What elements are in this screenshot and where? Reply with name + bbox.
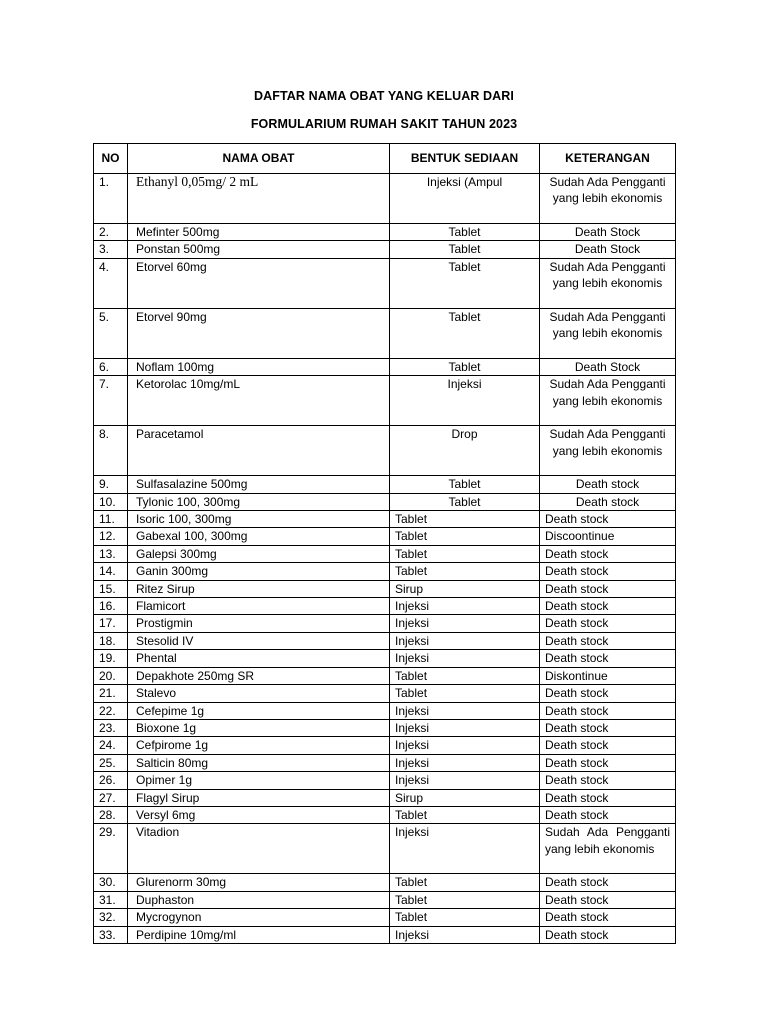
drug-name: Etorvel 90mg bbox=[128, 308, 390, 358]
remarks: Death stock bbox=[540, 493, 676, 510]
drug-name: Ponstan 500mg bbox=[128, 241, 390, 258]
drug-name: Bioxone 1g bbox=[128, 719, 390, 736]
dosage-form: Tablet bbox=[390, 909, 540, 926]
remarks: Death stock bbox=[540, 806, 676, 823]
row-number: 29. bbox=[94, 824, 128, 874]
drug-name: Tylonic 100, 300mg bbox=[128, 493, 390, 510]
row-number: 7. bbox=[94, 376, 128, 426]
dosage-form: Drop bbox=[390, 426, 540, 476]
dosage-form: Tablet bbox=[390, 476, 540, 493]
row-number: 30. bbox=[94, 874, 128, 891]
remarks: Death stock bbox=[540, 909, 676, 926]
remarks: Death stock bbox=[540, 719, 676, 736]
row-number: 8. bbox=[94, 426, 128, 476]
remarks: Death stock bbox=[540, 615, 676, 632]
drug-name: Depakhote 250mg SR bbox=[128, 667, 390, 684]
drug-name: Galepsi 300mg bbox=[128, 545, 390, 562]
row-number: 9. bbox=[94, 476, 128, 493]
dosage-form: Injeksi (Ampul bbox=[390, 174, 540, 224]
table-row bbox=[94, 719, 676, 736]
drug-name: Cefpirome 1g bbox=[128, 737, 390, 754]
drug-name: Glurenorm 30mg bbox=[128, 874, 390, 891]
remarks: Death Stock bbox=[540, 224, 676, 241]
row-number: 33. bbox=[94, 926, 128, 943]
dosage-form: Injeksi bbox=[390, 702, 540, 719]
remarks: Sudah Ada Pengganti yang lebih ekonomis bbox=[540, 258, 676, 308]
table-row bbox=[94, 258, 676, 308]
row-number: 10. bbox=[94, 493, 128, 510]
remarks: Death Stock bbox=[540, 241, 676, 258]
remarks: Death stock bbox=[540, 545, 676, 562]
dosage-form: Tablet bbox=[390, 358, 540, 375]
dosage-form: Injeksi bbox=[390, 772, 540, 789]
dosage-form: Sirup bbox=[390, 789, 540, 806]
drug-name: Vitadion bbox=[128, 824, 390, 874]
document-title-line-2: FORMULARIUM RUMAH SAKIT TAHUN 2023 bbox=[250, 117, 518, 131]
dosage-form: Injeksi bbox=[390, 737, 540, 754]
row-number: 27. bbox=[94, 789, 128, 806]
row-number: 12. bbox=[94, 528, 128, 545]
drug-name: Stesolid IV bbox=[128, 632, 390, 649]
row-number: 17. bbox=[94, 615, 128, 632]
table-row bbox=[94, 737, 676, 754]
table-row bbox=[94, 308, 676, 358]
table-row bbox=[94, 598, 676, 615]
remarks: Diskontinue bbox=[540, 667, 676, 684]
dosage-form: Tablet bbox=[390, 545, 540, 562]
remarks: Death stock bbox=[540, 598, 676, 615]
dosage-form: Injeksi bbox=[390, 719, 540, 736]
table-row bbox=[94, 580, 676, 597]
remarks: Death stock bbox=[540, 476, 676, 493]
table-row bbox=[94, 806, 676, 823]
header-no: NO bbox=[94, 144, 128, 174]
remarks: Death stock bbox=[540, 580, 676, 597]
remarks: Death stock bbox=[540, 789, 676, 806]
dosage-form: Tablet bbox=[390, 224, 540, 241]
row-number: 14. bbox=[94, 563, 128, 580]
remarks: Sudah Ada Pengganti yang lebih ekonomis bbox=[540, 308, 676, 358]
drug-name: Noflam 100mg bbox=[128, 358, 390, 375]
table-row bbox=[94, 702, 676, 719]
table-row bbox=[94, 824, 676, 874]
remarks: Death Stock bbox=[540, 358, 676, 375]
row-number: 5. bbox=[94, 308, 128, 358]
header-dosage-form: BENTUK SEDIAAN bbox=[390, 144, 540, 174]
row-number: 16. bbox=[94, 598, 128, 615]
drug-name: Ritez Sirup bbox=[128, 580, 390, 597]
remarks: Death stock bbox=[540, 737, 676, 754]
table-row bbox=[94, 174, 676, 224]
drug-name: Paracetamol bbox=[128, 426, 390, 476]
drug-name: Sulfasalazine 500mg bbox=[128, 476, 390, 493]
dosage-form: Injeksi bbox=[390, 754, 540, 771]
dosage-form: Tablet bbox=[390, 493, 540, 510]
remarks: Death stock bbox=[540, 650, 676, 667]
remarks: Death stock bbox=[540, 754, 676, 771]
row-number: 11. bbox=[94, 511, 128, 528]
row-number: 31. bbox=[94, 891, 128, 908]
row-number: 21. bbox=[94, 685, 128, 702]
table-row bbox=[94, 909, 676, 926]
dosage-form: Tablet bbox=[390, 891, 540, 908]
remarks: Death stock bbox=[540, 511, 676, 528]
row-number: 2. bbox=[94, 224, 128, 241]
table-row bbox=[94, 241, 676, 258]
table-row bbox=[94, 528, 676, 545]
table-row bbox=[94, 615, 676, 632]
remarks: Death stock bbox=[540, 772, 676, 789]
drug-name: Flamicort bbox=[128, 598, 390, 615]
drug-name: Isoric 100, 300mg bbox=[128, 511, 390, 528]
remarks: Sudah Ada Pengganti yang lebih ekonomis bbox=[540, 376, 676, 426]
table-row bbox=[94, 476, 676, 493]
table-row bbox=[94, 685, 676, 702]
dosage-form: Injeksi bbox=[390, 632, 540, 649]
drug-table bbox=[93, 143, 676, 944]
table-row bbox=[94, 754, 676, 771]
row-number: 4. bbox=[94, 258, 128, 308]
drug-name: Ethanyl 0,05mg/ 2 mL bbox=[128, 174, 390, 224]
table-row bbox=[94, 891, 676, 908]
table-row bbox=[94, 426, 676, 476]
drug-name: Gabexal 100, 300mg bbox=[128, 528, 390, 545]
table-row bbox=[94, 376, 676, 426]
row-number: 6. bbox=[94, 358, 128, 375]
drug-name: Ganin 300mg bbox=[128, 563, 390, 580]
dosage-form: Tablet bbox=[390, 685, 540, 702]
row-number: 22. bbox=[94, 702, 128, 719]
dosage-form: Tablet bbox=[390, 806, 540, 823]
dosage-form: Tablet bbox=[390, 528, 540, 545]
row-number: 20. bbox=[94, 667, 128, 684]
drug-name: Etorvel 60mg bbox=[128, 258, 390, 308]
remarks: Death stock bbox=[540, 702, 676, 719]
drug-name: Cefepime 1g bbox=[128, 702, 390, 719]
row-number: 19. bbox=[94, 650, 128, 667]
drug-name: Flagyl Sirup bbox=[128, 789, 390, 806]
row-number: 18. bbox=[94, 632, 128, 649]
remarks: Sudah Ada Pengganti yang lebih ekonomis bbox=[540, 824, 676, 874]
drug-name: Mycrogynon bbox=[128, 909, 390, 926]
drug-name: Opimer 1g bbox=[128, 772, 390, 789]
row-number: 23. bbox=[94, 719, 128, 736]
table-header-row bbox=[94, 144, 676, 174]
dosage-form: Sirup bbox=[390, 580, 540, 597]
drug-name: Salticin 80mg bbox=[128, 754, 390, 771]
table-row bbox=[94, 926, 676, 943]
drug-name: Mefinter 500mg bbox=[128, 224, 390, 241]
document-title-line-1: DAFTAR NAMA OBAT YANG KELUAR DARI bbox=[253, 89, 514, 103]
remarks: Death stock bbox=[540, 891, 676, 908]
drug-name: Prostigmin bbox=[128, 615, 390, 632]
table-row bbox=[94, 874, 676, 891]
header-drug-name: NAMA OBAT bbox=[128, 144, 390, 174]
table-row bbox=[94, 545, 676, 562]
dosage-form: Tablet bbox=[390, 874, 540, 891]
table-row bbox=[94, 789, 676, 806]
dosage-form: Tablet bbox=[390, 241, 540, 258]
table-row bbox=[94, 511, 676, 528]
remarks: Sudah Ada Pengganti yang lebih ekonomis bbox=[540, 174, 676, 224]
table-row bbox=[94, 358, 676, 375]
table-row bbox=[94, 667, 676, 684]
remarks: Death stock bbox=[540, 874, 676, 891]
header-remarks: KETERANGAN bbox=[540, 144, 676, 174]
dosage-form: Injeksi bbox=[390, 926, 540, 943]
dosage-form: Injeksi bbox=[390, 376, 540, 426]
dosage-form: Injeksi bbox=[390, 650, 540, 667]
dosage-form: Injeksi bbox=[390, 598, 540, 615]
row-number: 26. bbox=[94, 772, 128, 789]
row-number: 32. bbox=[94, 909, 128, 926]
dosage-form: Tablet bbox=[390, 667, 540, 684]
row-number: 15. bbox=[94, 580, 128, 597]
drug-name: Duphaston bbox=[128, 891, 390, 908]
table-body bbox=[94, 174, 676, 944]
table-row bbox=[94, 650, 676, 667]
remarks: Discoontinue bbox=[540, 528, 676, 545]
dosage-form: Tablet bbox=[390, 563, 540, 580]
dosage-form: Tablet bbox=[390, 308, 540, 358]
row-number: 25. bbox=[94, 754, 128, 771]
row-number: 13. bbox=[94, 545, 128, 562]
drug-name: Stalevo bbox=[128, 685, 390, 702]
row-number: 3. bbox=[94, 241, 128, 258]
drug-name: Phental bbox=[128, 650, 390, 667]
dosage-form: Tablet bbox=[390, 511, 540, 528]
remarks: Death stock bbox=[540, 563, 676, 580]
table-row bbox=[94, 563, 676, 580]
row-number: 28. bbox=[94, 806, 128, 823]
dosage-form: Injeksi bbox=[390, 824, 540, 874]
table-row bbox=[94, 493, 676, 510]
dosage-form: Tablet bbox=[390, 258, 540, 308]
remarks: Death stock bbox=[540, 632, 676, 649]
remarks: Death stock bbox=[540, 685, 676, 702]
table-row bbox=[94, 772, 676, 789]
table-row bbox=[94, 632, 676, 649]
remarks: Sudah Ada Pengganti yang lebih ekonomis bbox=[540, 426, 676, 476]
row-number: 1. bbox=[94, 174, 128, 224]
remarks: Death stock bbox=[540, 926, 676, 943]
drug-name: Versyl 6mg bbox=[128, 806, 390, 823]
dosage-form: Injeksi bbox=[390, 615, 540, 632]
row-number: 24. bbox=[94, 737, 128, 754]
table-row bbox=[94, 224, 676, 241]
drug-name: Ketorolac 10mg/mL bbox=[128, 376, 390, 426]
drug-name: Perdipine 10mg/ml bbox=[128, 926, 390, 943]
